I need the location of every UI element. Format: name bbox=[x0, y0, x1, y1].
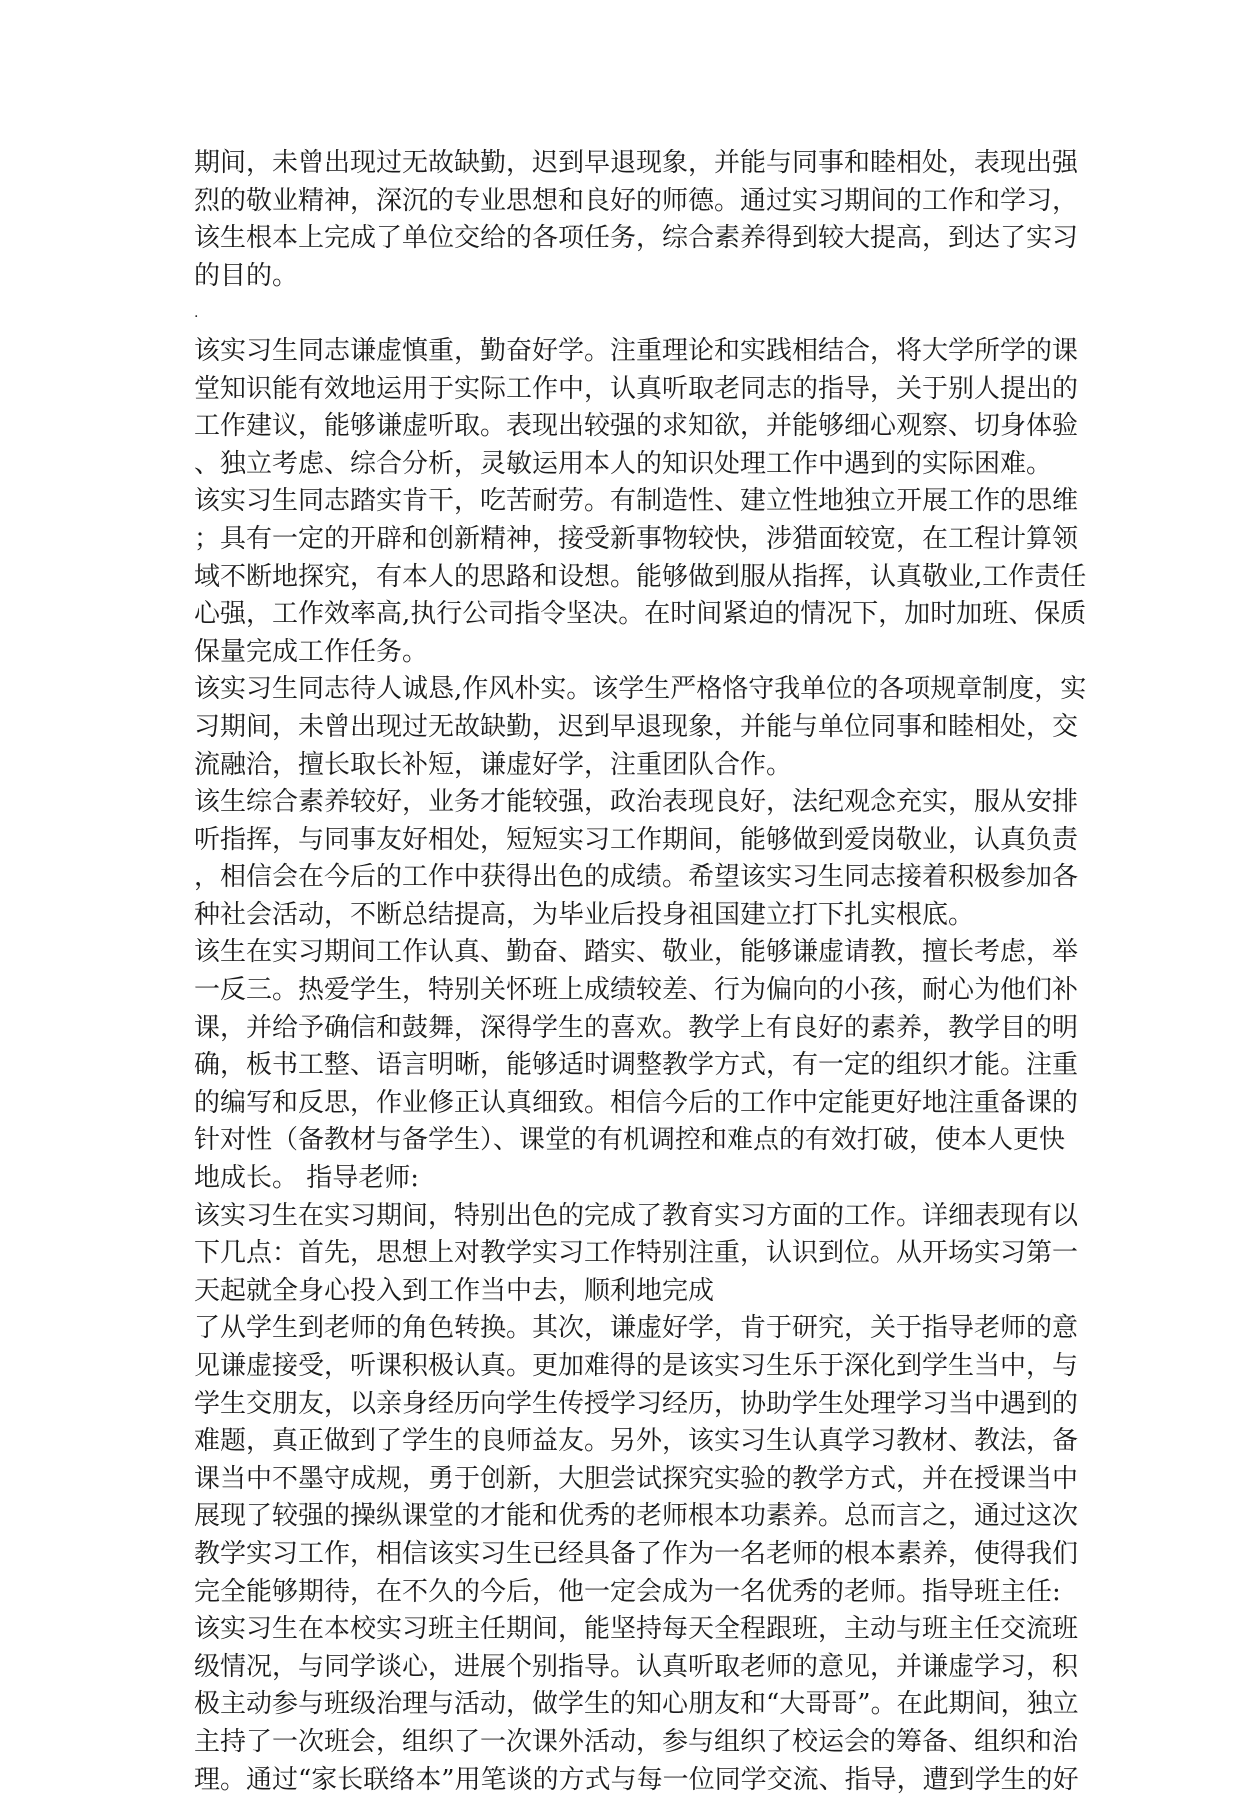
text-line: 心强，工作效率高,执行公司指令坚决。在时间紧迫的情况下，加时加班、保质 bbox=[194, 599, 1087, 630]
text-line: 确，板书工整、语言明晰，能够适时调整教学方式，有一定的组织才能。注重 bbox=[194, 1050, 1079, 1081]
text-line: 理。通过“家长联络本”用笔谈的方式与每一位同学交流、指导，遭到学生的好 bbox=[194, 1764, 1079, 1795]
text-line: 展现了较强的操纵课堂的才能和优秀的老师根本功素养。总而言之，通过这次 bbox=[194, 1501, 1079, 1532]
text-line: 地成长。 指导老师: bbox=[194, 1163, 420, 1194]
text-line: 工作建议，能够谦虚听取。表现出较强的求知欲，并能够细心观察、切身体验 bbox=[194, 411, 1079, 442]
text-line: 该生根本上完成了单位交给的各项任务，综合素养得到较大提高，到达了实习 bbox=[194, 223, 1079, 254]
text-line: 主持了一次班会，组织了一次课外活动，参与组织了校运会的筹备、组织和治 bbox=[194, 1726, 1079, 1757]
text-line: 习期间，未曾出现过无故缺勤，迟到早退现象，并能与单位同事和睦相处，交 bbox=[194, 711, 1079, 742]
text-line: 极主动参与班级治理与活动，做学生的知心朋友和“大哥哥”。在此期间，独立 bbox=[194, 1689, 1079, 1720]
text-line: 针对性（备教材与备学生）、课堂的有机调控和难点的有效打破，使本人更快 bbox=[194, 1125, 1066, 1156]
text-line: 流融洽，擅长取长补短，谦虚好学，注重团队合作。 bbox=[194, 749, 793, 780]
text-line: 一反三。热爱学生，特别关怀班上成绩较差、行为偏向的小孩，耐心为他们补 bbox=[194, 975, 1079, 1006]
document-body bbox=[194, 145, 1087, 1799]
text-line: 该实习生同志待人诚恳,作风朴实。该学生严格恪守我单位的各项规章制度，实 bbox=[194, 674, 1087, 705]
text-line: 期间，未曾出现过无故缺勤，迟到早退现象，并能与同事和睦相处，表现出强 bbox=[194, 148, 1079, 178]
text-line: 完全能够期待，在不久的今后，他一定会成为一名优秀的老师。指导班主任: bbox=[194, 1576, 1061, 1607]
text-line: 学生交朋友，以亲身经历向学生传授学习经历，协助学生处理学习当中遇到的 bbox=[194, 1388, 1079, 1419]
text-line: 烈的敬业精神，深沉的专业思想和良好的师德。通过实习期间的工作和学习， bbox=[194, 185, 1079, 216]
text-line: 该实习生在实习期间，特别出色的完成了教育实习方面的工作。详细表现有以 bbox=[194, 1200, 1079, 1231]
text-line: 域不断地探究，有本人的思路和设想。能够做到服从指挥，认真敬业,工作责任 bbox=[194, 561, 1087, 592]
text-line: 天起就全身心投入到工作当中去，顺利地完成 bbox=[194, 1275, 715, 1306]
text-line: 课，并给予确信和鼓舞，深得学生的喜欢。教学上有良好的素养，教学目的明 bbox=[194, 1012, 1079, 1043]
text-line: ，相信会在今后的工作中获得出色的成绩。希望该实习生同志接着积极参加各 bbox=[194, 862, 1079, 893]
text-line: 该实习生在本校实习班主任期间，能坚持每天全程跟班，主动与班主任交流班 bbox=[194, 1614, 1079, 1645]
text-line: 教学实习工作，相信该实习生已经具备了作为一名老师的根本素养，使得我们 bbox=[194, 1538, 1079, 1569]
text-line: 该实习生同志谦虚慎重，勤奋好学。注重理论和实践相结合，将大学所学的课 bbox=[194, 335, 1079, 366]
text-line: 该实习生同志踏实肯干，吃苦耐劳。有制造性、建立性地独立开展工作的思维 bbox=[194, 486, 1079, 517]
text-line: 课当中不墨守成规，勇于创新，大胆尝试探究实验的教学方式，并在授课当中 bbox=[194, 1463, 1079, 1494]
separator-dot: . bbox=[194, 305, 199, 322]
text-line: 了从学生到老师的角色转换。其次，谦虚好学，肯于研究，关于指导老师的意 bbox=[194, 1313, 1079, 1344]
text-line: 、独立考虑、综合分析，灵敏运用本人的知识处理工作中遇到的实际困难。 bbox=[194, 448, 1053, 479]
text-line: 级情况，与同学谈心，进展个别指导。认真听取老师的意见，并谦虚学习，积 bbox=[194, 1651, 1079, 1682]
text-line: 保量完成工作任务。 bbox=[194, 636, 429, 667]
text-line: 该生在实习期间工作认真、勤奋、踏实、敬业，能够谦虚请教，擅长考虑，举 bbox=[194, 937, 1079, 968]
text-line: 的编写和反思，作业修正认真细致。相信今后的工作中定能更好地注重备课的 bbox=[194, 1087, 1079, 1118]
text-line: 下几点：首先，思想上对教学实习工作特别注重，认识到位。从开场实习第一 bbox=[194, 1238, 1079, 1269]
text-line: 听指挥，与同事友好相处，短短实习工作期间，能够做到爱岗敬业，认真负责 bbox=[194, 824, 1079, 855]
text-line: ；具有一定的开辟和创新精神，接受新事物较快，涉猎面较宽，在工程计算领 bbox=[194, 523, 1079, 554]
text-line: 难题，真正做到了学生的良师益友。另外，该实习生认真学习教材、教法，备 bbox=[194, 1426, 1079, 1457]
text-line: 该生综合素养较好，业务才能较强，政治表现良好，法纪观念充实，服从安排 bbox=[194, 787, 1079, 818]
text-line: 见谦虚接受，听课积极认真。更加难得的是该实习生乐于深化到学生当中，与 bbox=[194, 1351, 1079, 1381]
text-line: 种社会活动，不断总结提高，为毕业后投身祖国建立打下扎实根底。 bbox=[194, 899, 975, 930]
text-line: 堂知识能有效地运用于实际工作中，认真听取老同志的指导，关于别人提出的 bbox=[194, 373, 1079, 404]
text-line: 的目的。 bbox=[194, 260, 299, 291]
